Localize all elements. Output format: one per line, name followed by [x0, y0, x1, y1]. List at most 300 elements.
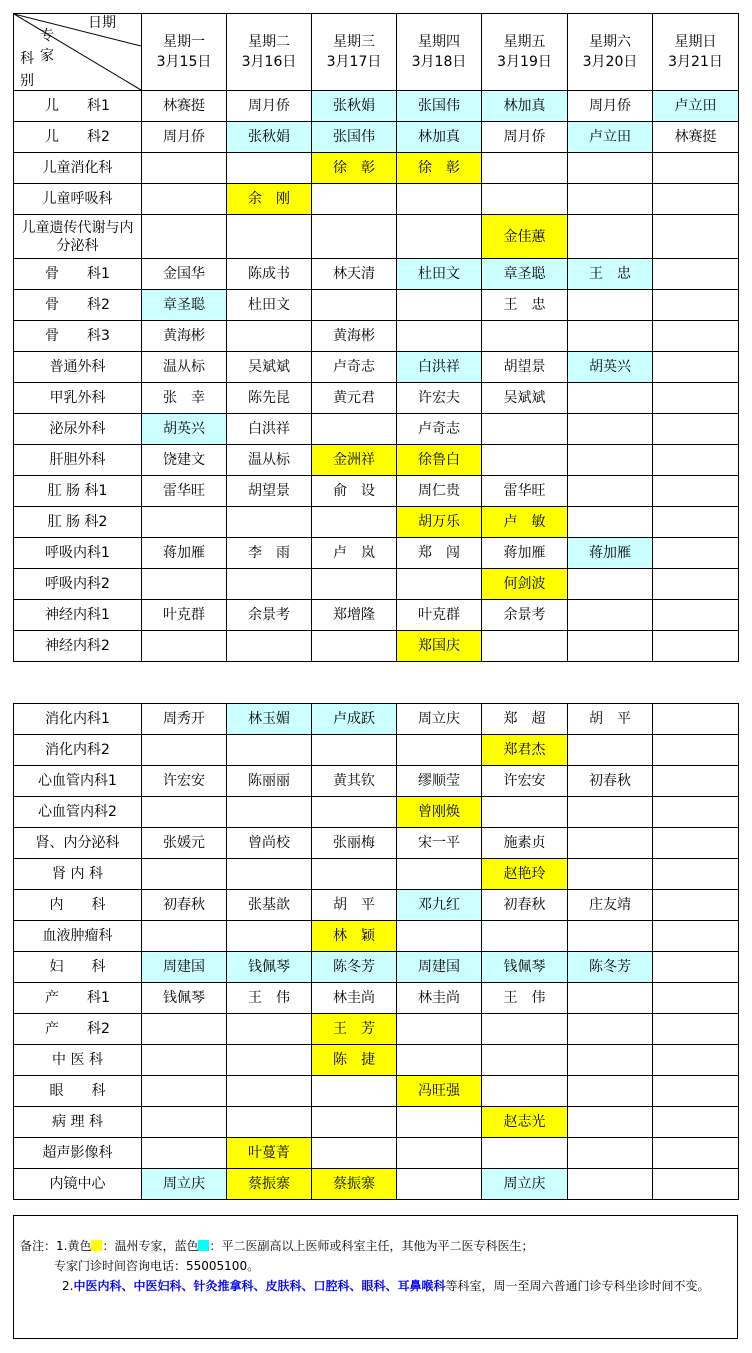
- doctor-cell: 缪顺莹: [397, 766, 482, 797]
- doctor-cell: 金洲祥: [312, 445, 397, 476]
- doctor-cell: 卢成跃: [312, 704, 397, 735]
- doctor-cell: [312, 290, 397, 321]
- doctor-cell: 胡英兴: [142, 414, 227, 445]
- schedule-row: [14, 890, 739, 921]
- schedule-row: [14, 704, 739, 735]
- doctor-cell: [653, 1014, 739, 1045]
- notes-item2-depts: 中医内科、中医妇科、针灸推拿科、皮肤科、口腔科、眼科、耳鼻喉科: [73, 1279, 446, 1293]
- doctor-cell: [568, 476, 653, 507]
- doctor-cell: [142, 569, 227, 600]
- doctor-cell: 胡万乐: [397, 507, 482, 538]
- corner-cell: [14, 14, 142, 91]
- doctor-cell: 周立庆: [482, 1169, 568, 1200]
- doctor-cell: [142, 1138, 227, 1169]
- notes-box: [13, 1215, 738, 1339]
- doctor-cell: [568, 921, 653, 952]
- doctor-cell: [312, 414, 397, 445]
- doctor-cell: 王 忠: [482, 290, 568, 321]
- department-cell: 神经内科2: [14, 631, 142, 662]
- doctor-cell: 张媛元: [142, 828, 227, 859]
- department-cell: 普通外科: [14, 352, 142, 383]
- doctor-cell: 徐 彰: [312, 153, 397, 184]
- doctor-cell: [568, 215, 653, 259]
- doctor-cell: 曾尚校: [227, 828, 312, 859]
- doctor-cell: 赵志光: [482, 1107, 568, 1138]
- day-header: 星期四 3月18日: [397, 14, 482, 91]
- doctor-cell: 卢立田: [653, 91, 739, 122]
- department-cell: 肛 肠 科1: [14, 476, 142, 507]
- doctor-cell: 杜田文: [397, 259, 482, 290]
- doctor-cell: 王 伟: [482, 983, 568, 1014]
- schedule-row: [14, 631, 739, 662]
- doctor-cell: [653, 321, 739, 352]
- doctor-cell: [142, 184, 227, 215]
- doctor-cell: [227, 735, 312, 766]
- doctor-cell: 郑 超: [482, 704, 568, 735]
- doctor-cell: [227, 1014, 312, 1045]
- department-cell: 肾、内分泌科: [14, 828, 142, 859]
- doctor-cell: [312, 797, 397, 828]
- schedule-row: [14, 828, 739, 859]
- doctor-cell: 白洪祥: [397, 352, 482, 383]
- doctor-cell: [397, 321, 482, 352]
- doctor-cell: 张国伟: [397, 91, 482, 122]
- doctor-cell: [653, 704, 739, 735]
- doctor-cell: 王 芳: [312, 1014, 397, 1045]
- department-cell: 神经内科1: [14, 600, 142, 631]
- department-cell: 儿童遗传代谢与内分泌科: [14, 215, 142, 259]
- department-cell: 眼 科: [14, 1076, 142, 1107]
- notes-cyan-desc: ：平二医副高以上医师或科室主任，其他为平二医专科医生；: [209, 1239, 534, 1253]
- doctor-cell: [653, 215, 739, 259]
- doctor-cell: [397, 1138, 482, 1169]
- doctor-cell: [653, 1076, 739, 1107]
- doctor-cell: [482, 1138, 568, 1169]
- doctor-cell: 胡 平: [568, 704, 653, 735]
- department-cell: 呼吸内科2: [14, 569, 142, 600]
- doctor-cell: [312, 569, 397, 600]
- doctor-cell: [142, 797, 227, 828]
- doctor-cell: [568, 600, 653, 631]
- doctor-cell: 余景考: [482, 600, 568, 631]
- notes-phone: 专家门诊时间咨询电话：55005100。: [54, 1259, 260, 1273]
- doctor-cell: [653, 1138, 739, 1169]
- doctor-cell: [653, 569, 739, 600]
- department-cell: 儿 科2: [14, 122, 142, 153]
- schedule-row: [14, 569, 739, 600]
- doctor-cell: 周仁贵: [397, 476, 482, 507]
- doctor-cell: [227, 797, 312, 828]
- doctor-cell: [568, 859, 653, 890]
- doctor-cell: 卢 岚: [312, 538, 397, 569]
- doctor-cell: [142, 153, 227, 184]
- doctor-cell: [227, 631, 312, 662]
- department-cell: 心血管内科2: [14, 797, 142, 828]
- schedule-row: [14, 600, 739, 631]
- doctor-cell: [482, 445, 568, 476]
- doctor-cell: 郑君杰: [482, 735, 568, 766]
- doctor-cell: [653, 538, 739, 569]
- doctor-cell: [568, 735, 653, 766]
- doctor-cell: 卢立田: [568, 122, 653, 153]
- doctor-cell: [312, 1076, 397, 1107]
- doctor-cell: 温从标: [142, 352, 227, 383]
- doctor-cell: [653, 507, 739, 538]
- doctor-cell: [568, 1045, 653, 1076]
- day-header: 星期三 3月17日: [312, 14, 397, 91]
- department-cell: 骨 科3: [14, 321, 142, 352]
- doctor-cell: [142, 859, 227, 890]
- doctor-cell: [397, 735, 482, 766]
- doctor-cell: 初春秋: [142, 890, 227, 921]
- doctor-cell: 杜田文: [227, 290, 312, 321]
- doctor-cell: [568, 797, 653, 828]
- doctor-cell: 林 颖: [312, 921, 397, 952]
- doctor-cell: 周月侨: [142, 122, 227, 153]
- doctor-cell: [568, 184, 653, 215]
- schedule-row: [14, 1169, 739, 1200]
- doctor-cell: [653, 890, 739, 921]
- doctor-cell: [653, 352, 739, 383]
- doctor-cell: 初春秋: [568, 766, 653, 797]
- doctor-cell: 林圭尚: [397, 983, 482, 1014]
- doctor-cell: 周建国: [397, 952, 482, 983]
- doctor-cell: 王 忠: [568, 259, 653, 290]
- doctor-cell: 林赛挺: [142, 91, 227, 122]
- doctor-cell: 张国伟: [312, 122, 397, 153]
- schedule-row: [14, 383, 739, 414]
- department-cell: 产 科2: [14, 1014, 142, 1045]
- doctor-cell: [312, 507, 397, 538]
- doctor-cell: 章圣聪: [142, 290, 227, 321]
- schedule-row: [14, 538, 739, 569]
- doctor-cell: [227, 1076, 312, 1107]
- doctor-cell: [568, 569, 653, 600]
- corner-date-label: 日期: [88, 15, 116, 31]
- schedule-table-1: [13, 13, 739, 662]
- doctor-cell: [653, 600, 739, 631]
- doctor-cell: [142, 1045, 227, 1076]
- doctor-cell: [227, 321, 312, 352]
- doctor-cell: [397, 859, 482, 890]
- doctor-cell: [397, 1045, 482, 1076]
- doctor-cell: [653, 1107, 739, 1138]
- department-cell: 肾 内 科: [14, 859, 142, 890]
- doctor-cell: 蔡振寨: [227, 1169, 312, 1200]
- doctor-cell: [568, 1107, 653, 1138]
- schedule-row: [14, 952, 739, 983]
- doctor-cell: [482, 1045, 568, 1076]
- schedule-row: [14, 507, 739, 538]
- doctor-cell: 张秋娟: [312, 91, 397, 122]
- doctor-cell: 许宏安: [142, 766, 227, 797]
- doctor-cell: 钱佩琴: [227, 952, 312, 983]
- doctor-cell: 林加真: [397, 122, 482, 153]
- doctor-cell: 雷华旺: [142, 476, 227, 507]
- doctor-cell: 胡望景: [482, 352, 568, 383]
- doctor-cell: 雷华旺: [482, 476, 568, 507]
- doctor-cell: [568, 983, 653, 1014]
- doctor-cell: [482, 321, 568, 352]
- day-header: 星期六 3月20日: [568, 14, 653, 91]
- schedule-row: [14, 184, 739, 215]
- department-cell: 中 医 科: [14, 1045, 142, 1076]
- doctor-cell: 蒋加雁: [142, 538, 227, 569]
- doctor-cell: [312, 1138, 397, 1169]
- doctor-cell: 周秀开: [142, 704, 227, 735]
- doctor-cell: [397, 1169, 482, 1200]
- doctor-cell: [482, 153, 568, 184]
- doctor-cell: 卢奇志: [312, 352, 397, 383]
- doctor-cell: 施素贞: [482, 828, 568, 859]
- doctor-cell: 周月侨: [227, 91, 312, 122]
- doctor-cell: [653, 735, 739, 766]
- schedule-row: [14, 1107, 739, 1138]
- doctor-cell: [568, 1138, 653, 1169]
- schedule-row: [14, 215, 739, 259]
- doctor-cell: [142, 1107, 227, 1138]
- day-header: 星期二 3月16日: [227, 14, 312, 91]
- doctor-cell: [227, 215, 312, 259]
- doctor-cell: 卢奇志: [397, 414, 482, 445]
- doctor-cell: 许宏夫: [397, 383, 482, 414]
- department-cell: 妇 科: [14, 952, 142, 983]
- doctor-cell: [653, 983, 739, 1014]
- doctor-cell: 饶建文: [142, 445, 227, 476]
- doctor-cell: 黄元君: [312, 383, 397, 414]
- doctor-cell: [312, 735, 397, 766]
- doctor-cell: [227, 507, 312, 538]
- doctor-cell: 金国华: [142, 259, 227, 290]
- doctor-cell: 陈成书: [227, 259, 312, 290]
- doctor-cell: 林赛挺: [653, 122, 739, 153]
- doctor-cell: [142, 215, 227, 259]
- doctor-cell: [312, 215, 397, 259]
- department-cell: 心血管内科1: [14, 766, 142, 797]
- doctor-cell: [397, 290, 482, 321]
- department-cell: 血液肿瘤科: [14, 921, 142, 952]
- doctor-cell: 周立庆: [397, 704, 482, 735]
- department-cell: 骨 科2: [14, 290, 142, 321]
- doctor-cell: 章圣聪: [482, 259, 568, 290]
- doctor-cell: 林玉媚: [227, 704, 312, 735]
- doctor-cell: [482, 1014, 568, 1045]
- doctor-cell: [653, 153, 739, 184]
- doctor-cell: 张丽梅: [312, 828, 397, 859]
- department-cell: 内 科: [14, 890, 142, 921]
- schedule-row: [14, 259, 739, 290]
- doctor-cell: [227, 859, 312, 890]
- doctor-cell: [653, 476, 739, 507]
- schedule-row: [14, 1014, 739, 1045]
- doctor-cell: [312, 184, 397, 215]
- doctor-cell: [142, 1076, 227, 1107]
- doctor-cell: [653, 184, 739, 215]
- doctor-cell: 陈先昆: [227, 383, 312, 414]
- doctor-cell: 俞 设: [312, 476, 397, 507]
- doctor-cell: 张秋娟: [227, 122, 312, 153]
- doctor-cell: [227, 569, 312, 600]
- doctor-cell: 钱佩琴: [482, 952, 568, 983]
- doctor-cell: 张基歆: [227, 890, 312, 921]
- doctor-cell: [482, 184, 568, 215]
- doctor-cell: [568, 1169, 653, 1200]
- department-cell: 消化内科2: [14, 735, 142, 766]
- doctor-cell: [397, 1014, 482, 1045]
- schedule-row: [14, 445, 739, 476]
- department-cell: 儿童消化科: [14, 153, 142, 184]
- doctor-cell: [568, 414, 653, 445]
- doctor-cell: [653, 766, 739, 797]
- doctor-cell: 郑国庆: [397, 631, 482, 662]
- doctor-cell: [653, 921, 739, 952]
- doctor-cell: 胡望景: [227, 476, 312, 507]
- doctor-cell: 蒋加雁: [568, 538, 653, 569]
- doctor-cell: [312, 1107, 397, 1138]
- doctor-cell: [653, 952, 739, 983]
- doctor-cell: [142, 1014, 227, 1045]
- doctor-cell: [312, 859, 397, 890]
- doctor-cell: [568, 507, 653, 538]
- doctor-cell: 初春秋: [482, 890, 568, 921]
- doctor-cell: [482, 797, 568, 828]
- doctor-cell: [397, 921, 482, 952]
- doctor-cell: [568, 153, 653, 184]
- doctor-cell: [397, 184, 482, 215]
- doctor-cell: [653, 797, 739, 828]
- doctor-cell: [397, 1107, 482, 1138]
- doctor-cell: 郑增隆: [312, 600, 397, 631]
- schedule-row: [14, 735, 739, 766]
- doctor-cell: [653, 1169, 739, 1200]
- day-header: 星期一 3月15日: [142, 14, 227, 91]
- department-cell: 甲乳外科: [14, 383, 142, 414]
- department-cell: 骨 科1: [14, 259, 142, 290]
- doctor-cell: [397, 569, 482, 600]
- department-cell: 病 理 科: [14, 1107, 142, 1138]
- doctor-cell: [482, 414, 568, 445]
- doctor-cell: 徐 彰: [397, 153, 482, 184]
- schedule-row: [14, 859, 739, 890]
- schedule-row: [14, 122, 739, 153]
- doctor-cell: [482, 631, 568, 662]
- schedule-row: [14, 983, 739, 1014]
- doctor-cell: 林天清: [312, 259, 397, 290]
- doctor-cell: [568, 1076, 653, 1107]
- doctor-cell: 陈冬芳: [568, 952, 653, 983]
- department-cell: 产 科1: [14, 983, 142, 1014]
- schedule-table-2: [13, 703, 739, 1200]
- department-cell: 泌尿外科: [14, 414, 142, 445]
- doctor-cell: 胡 平: [312, 890, 397, 921]
- department-cell: 儿 科1: [14, 91, 142, 122]
- doctor-cell: 曾刚焕: [397, 797, 482, 828]
- doctor-cell: 周建国: [142, 952, 227, 983]
- doctor-cell: 周月侨: [482, 122, 568, 153]
- doctor-cell: [227, 921, 312, 952]
- doctor-cell: [653, 828, 739, 859]
- doctor-cell: 金佳蕙: [482, 215, 568, 259]
- day-header: 星期日 3月21日: [653, 14, 739, 91]
- doctor-cell: [653, 414, 739, 445]
- doctor-cell: [482, 921, 568, 952]
- doctor-cell: 张 幸: [142, 383, 227, 414]
- doctor-cell: [568, 383, 653, 414]
- schedule-row: [14, 91, 739, 122]
- doctor-cell: [397, 215, 482, 259]
- doctor-cell: [568, 290, 653, 321]
- doctor-cell: 林加真: [482, 91, 568, 122]
- doctor-cell: [568, 321, 653, 352]
- doctor-cell: 宋一平: [397, 828, 482, 859]
- doctor-cell: 蔡振寨: [312, 1169, 397, 1200]
- doctor-cell: [568, 828, 653, 859]
- doctor-cell: 吴斌斌: [227, 352, 312, 383]
- doctor-cell: [227, 153, 312, 184]
- schedule-row: [14, 1138, 739, 1169]
- department-cell: 肝胆外科: [14, 445, 142, 476]
- doctor-cell: 叶蔓菁: [227, 1138, 312, 1169]
- doctor-cell: 何剑波: [482, 569, 568, 600]
- day-header: 星期五 3月19日: [482, 14, 568, 91]
- schedule-row: [14, 1076, 739, 1107]
- doctor-cell: [142, 631, 227, 662]
- doctor-cell: 白洪祥: [227, 414, 312, 445]
- department-cell: 呼吸内科1: [14, 538, 142, 569]
- doctor-cell: 徐鲁白: [397, 445, 482, 476]
- doctor-cell: [653, 383, 739, 414]
- department-cell: 超声影像科: [14, 1138, 142, 1169]
- doctor-cell: [653, 290, 739, 321]
- doctor-cell: [653, 859, 739, 890]
- schedule-row: [14, 766, 739, 797]
- doctor-cell: 李 雨: [227, 538, 312, 569]
- doctor-cell: [227, 1107, 312, 1138]
- doctor-cell: 黄其钦: [312, 766, 397, 797]
- doctor-cell: [568, 1014, 653, 1045]
- doctor-cell: [142, 507, 227, 538]
- department-cell: 消化内科1: [14, 704, 142, 735]
- doctor-cell: [653, 631, 739, 662]
- schedule-row: [14, 321, 739, 352]
- doctor-cell: 余 刚: [227, 184, 312, 215]
- schedule-row: [14, 414, 739, 445]
- doctor-cell: [142, 921, 227, 952]
- doctor-cell: 陈丽丽: [227, 766, 312, 797]
- doctor-cell: 郑 闯: [397, 538, 482, 569]
- doctor-cell: 吴斌斌: [482, 383, 568, 414]
- doctor-cell: [653, 259, 739, 290]
- cyan-swatch: [198, 1240, 209, 1251]
- doctor-cell: [568, 445, 653, 476]
- schedule-row: [14, 1045, 739, 1076]
- doctor-cell: 余景考: [227, 600, 312, 631]
- notes-item2-suffix: 等科室，周一至周六普通门诊专科坐诊时间不变。: [445, 1279, 710, 1293]
- doctor-cell: 赵艳玲: [482, 859, 568, 890]
- doctor-cell: 蒋加雁: [482, 538, 568, 569]
- doctor-cell: 庄友靖: [568, 890, 653, 921]
- schedule-row: [14, 476, 739, 507]
- department-cell: 内镜中心: [14, 1169, 142, 1200]
- doctor-cell: 陈 捷: [312, 1045, 397, 1076]
- department-cell: 儿童呼吸科: [14, 184, 142, 215]
- notes-item2-prefix: 2.: [62, 1279, 74, 1293]
- doctor-cell: [142, 735, 227, 766]
- schedule-row: [14, 352, 739, 383]
- doctor-cell: 黄海彬: [142, 321, 227, 352]
- schedule-row: [14, 153, 739, 184]
- notes-prefix: 备注：1.黄色: [20, 1239, 92, 1253]
